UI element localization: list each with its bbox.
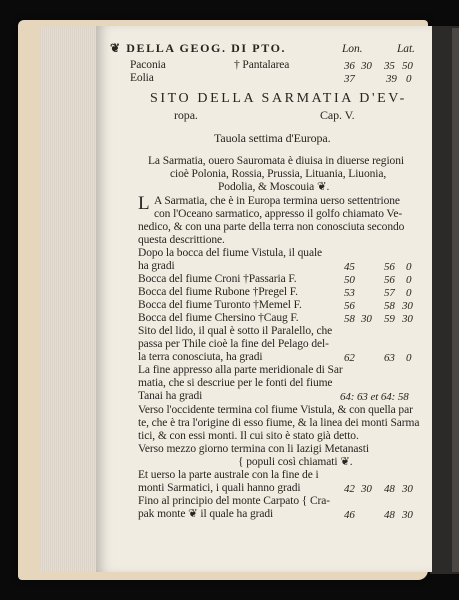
paragraph-line: pak monte ❦ il quale ha gradi — [138, 508, 274, 520]
row-text: Sito del lido, il qual è sotto il Paralello, che — [138, 325, 333, 337]
lon-degrees: 62 — [344, 352, 355, 364]
paragraph-line: con l'Oceano sarmatico, appresso il golfo chiamato Ve- — [154, 208, 403, 220]
row-text: ha gradi — [138, 260, 175, 272]
lat-minutes: 50 — [402, 60, 413, 72]
lat-degrees: 57 — [384, 287, 395, 299]
lat-degrees: 58 — [384, 300, 395, 312]
lon-degrees: 42 — [344, 483, 355, 495]
lat-degrees: 63 — [384, 352, 395, 364]
paragraph-line: A Sarmatia, che è in Europa termina uerso settentrione — [154, 195, 400, 207]
drop-cap: L — [138, 193, 150, 214]
intro-line: La Sarmatia, ouero Sauromata è diuisa in diuerse regioni — [148, 155, 404, 167]
row-text: la terra conosciuta, ha gradi — [138, 351, 263, 363]
running-header: ❦ DELLA GEOG. DI PTO. — [110, 41, 287, 55]
paragraph-line: Verso mezzo giorno termina con li Iazigi Metanasti — [138, 443, 369, 455]
lon-minutes: 30 — [361, 313, 372, 325]
place-name: † Pantalarea — [234, 59, 290, 71]
paragraph-line: questa descrittione. — [138, 234, 225, 246]
place-name: Paconia — [130, 59, 166, 71]
row-text: Tanai ha gradi — [138, 390, 203, 402]
intro-line: Podolia, & Moscouia ❦. — [218, 181, 330, 193]
lon-degrees: 46 — [344, 509, 355, 521]
lat-degrees: 48 — [384, 483, 395, 495]
lat-minutes: 30 — [402, 313, 413, 325]
lon-column-label: Lon. — [342, 43, 363, 55]
lat-degrees: 56 — [384, 261, 395, 273]
row-text: Bocca del fiume Croni †Passaria F. — [138, 273, 297, 285]
book-page — [96, 26, 432, 572]
lon-degrees: 50 — [344, 274, 355, 286]
paragraph-line: { populi così chiamati ❦. — [238, 456, 353, 468]
row-text: Bocca del fiume Turonto †Memel F. — [138, 299, 302, 311]
row-text: Dopo la bocca del fiume Vistula, il quale — [138, 247, 323, 259]
paragraph-line: tici, & con essi monti. Il cui sito è stato già detto. — [138, 430, 359, 442]
paragraph-line: Et uerso la parte australe con la fine de i — [138, 469, 319, 481]
page-edges — [40, 26, 100, 572]
lat-degrees: 39 — [386, 73, 397, 85]
lat-minutes: 0 — [406, 274, 412, 286]
paragraph-line: te, che è tra l'origine di esso fiume, & la linea dei monti Sarma — [138, 417, 420, 429]
intro-line: cioè Polonia, Rossia, Prussia, Lituania, Liuonia, — [170, 168, 387, 180]
lon-degrees: 56 — [344, 300, 355, 312]
row-text: matia, che si descriue per le fonti del fiume — [138, 377, 333, 389]
lon-degrees: 45 — [344, 261, 355, 273]
lat-degrees: 35 — [384, 60, 395, 72]
row-text: La fine appresso alla parte meridionale di Sar — [138, 364, 343, 376]
paragraph-line: nedico, & con una parte della terra non conosciuta secondo — [138, 221, 405, 233]
lat-degrees: 56 — [384, 274, 395, 286]
row-text: passa per Thile cioè la fine del Pelago del- — [138, 338, 329, 350]
lat-minutes: 30 — [402, 483, 413, 495]
row-text: Bocca del fiume Rubone †Pregel F. — [138, 286, 298, 298]
paragraph-line: monti Sarmatici, i quali hanno gradi — [138, 482, 301, 494]
lat-minutes: 30 — [402, 509, 413, 521]
coordinate-value: 64: 63 et 64: 58 — [340, 391, 409, 403]
lat-minutes: 0 — [406, 352, 412, 364]
paragraph-line: Verso l'occidente termina col fiume Vistula, & con quella par — [138, 404, 413, 416]
background-strip-edge — [452, 28, 459, 572]
lon-degrees: 58 — [344, 313, 355, 325]
lon-degrees: 36 — [344, 60, 355, 72]
place-name: Eolia — [130, 72, 154, 84]
table-title: Tauola settima d'Europa. — [214, 131, 331, 145]
paragraph-line: Fino al principio del monte Carpato { Cra- — [138, 495, 330, 507]
chapter-number: Cap. V. — [320, 108, 355, 122]
lat-minutes: 30 — [402, 300, 413, 312]
lat-degrees: 59 — [384, 313, 395, 325]
lat-minutes: 0 — [406, 287, 412, 299]
chapter-title-cont: ropa. — [174, 108, 198, 122]
lon-minutes: 30 — [361, 483, 372, 495]
lat-degrees: 48 — [384, 509, 395, 521]
chapter-title: SITO DELLA SARMATIA D'EV- — [150, 91, 407, 106]
lon-minutes: 30 — [361, 60, 372, 72]
lat-minutes: 0 — [406, 73, 412, 85]
lat-column-label: Lat. — [397, 43, 415, 55]
lon-degrees: 53 — [344, 287, 355, 299]
row-text: Bocca del fiume Chersino †Caug F. — [138, 312, 299, 324]
lat-minutes: 0 — [406, 261, 412, 273]
lon-degrees: 37 — [344, 73, 355, 85]
